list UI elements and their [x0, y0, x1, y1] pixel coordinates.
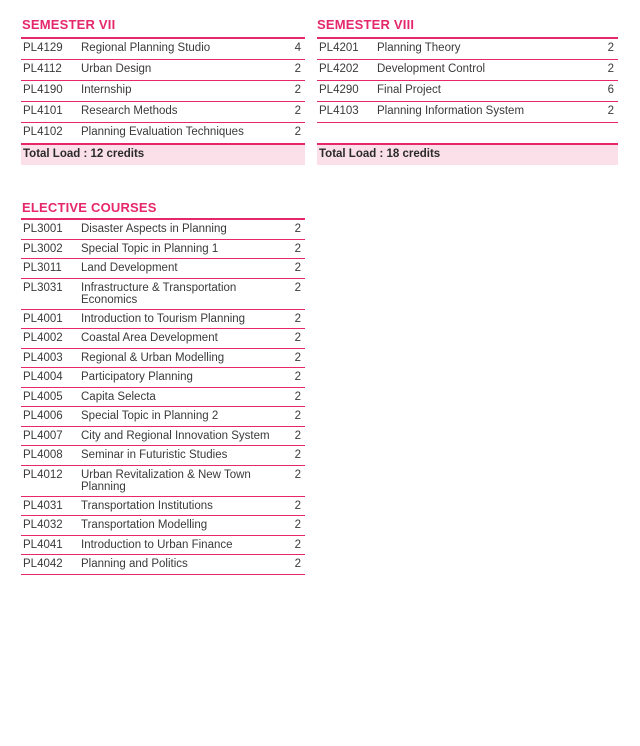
- table-row: [317, 38, 618, 60]
- table-row: [21, 38, 305, 60]
- course-code: PL4290: [317, 81, 375, 102]
- course-credits: 2: [293, 426, 305, 446]
- course-code: PL4041: [21, 535, 79, 555]
- course-code: PL4008: [21, 446, 79, 466]
- course-credits: 2: [293, 387, 305, 407]
- course-code: PL4201: [317, 38, 375, 60]
- table-row: [21, 259, 305, 279]
- course-credits: 2: [293, 535, 305, 555]
- course-code: PL3031: [21, 278, 79, 309]
- course-name: Development Control: [375, 60, 599, 81]
- total-load: Total Load : 18 credits: [317, 144, 618, 165]
- course-name: Planning and Politics: [79, 555, 293, 575]
- course-name: Seminar in Futuristic Studies: [79, 446, 293, 466]
- course-code: PL4006: [21, 407, 79, 427]
- semester8-title: SEMESTER VIII: [317, 17, 415, 32]
- table-row: [21, 278, 305, 309]
- course-name: Planning Theory: [375, 38, 599, 60]
- course-credits: 2: [289, 81, 305, 102]
- course-credits: 4: [289, 38, 305, 60]
- course-name: Regional & Urban Modelling: [79, 348, 293, 368]
- course-credits: 2: [293, 259, 305, 279]
- table-row: [21, 465, 305, 496]
- course-name: Participatory Planning: [79, 368, 293, 388]
- course-code: PL4202: [317, 60, 375, 81]
- table-row: [317, 81, 618, 102]
- course-credits: 2: [293, 348, 305, 368]
- course-credits: 2: [289, 123, 305, 145]
- course-credits: 2: [293, 446, 305, 466]
- course-name: Urban Design: [79, 60, 289, 81]
- course-code: PL4112: [21, 60, 79, 81]
- course-code: PL4101: [21, 102, 79, 123]
- course-name: City and Regional Innovation System: [79, 426, 293, 446]
- course-code: PL3001: [21, 219, 79, 239]
- spacer-cell: [317, 123, 618, 145]
- course-credits: 2: [293, 407, 305, 427]
- course-code: PL3011: [21, 259, 79, 279]
- table-row: [21, 81, 305, 102]
- table-row: [317, 102, 618, 123]
- course-credits: 2: [293, 496, 305, 516]
- course-name: Planning Information System: [375, 102, 599, 123]
- table-row: [21, 123, 305, 145]
- course-credits: 2: [293, 278, 305, 309]
- table-row: [21, 368, 305, 388]
- table-row: [21, 60, 305, 81]
- course-credits: 2: [293, 309, 305, 329]
- course-credits: 2: [293, 219, 305, 239]
- course-code: PL4001: [21, 309, 79, 329]
- table-row: [21, 329, 305, 349]
- course-credits: 2: [293, 516, 305, 536]
- course-credits: 2: [293, 368, 305, 388]
- semester7-table: [21, 37, 305, 165]
- electives-table: [21, 218, 305, 575]
- course-name: Land Development: [79, 259, 293, 279]
- course-name: Regional Planning Studio: [79, 38, 289, 60]
- course-code: PL4002: [21, 329, 79, 349]
- course-name: Transportation Modelling: [79, 516, 293, 536]
- course-name: Special Topic in Planning 1: [79, 239, 293, 259]
- course-name: Disaster Aspects in Planning: [79, 219, 293, 239]
- course-credits: 2: [599, 38, 618, 60]
- course-credits: 2: [293, 329, 305, 349]
- course-code: PL4129: [21, 38, 79, 60]
- table-row: [21, 309, 305, 329]
- course-name: Introduction to Tourism Planning: [79, 309, 293, 329]
- course-code: PL4003: [21, 348, 79, 368]
- course-name: Urban Revitalization & New Town Planning: [79, 465, 293, 496]
- table-row: [21, 407, 305, 427]
- table-row: [21, 239, 305, 259]
- course-name: Internship: [79, 81, 289, 102]
- course-name: Transportation Institutions: [79, 496, 293, 516]
- course-credits: 2: [293, 555, 305, 575]
- course-name: Research Methods: [79, 102, 289, 123]
- course-credits: 6: [599, 81, 618, 102]
- course-credits: 2: [599, 60, 618, 81]
- course-credits: 2: [289, 102, 305, 123]
- course-name: Capita Selecta: [79, 387, 293, 407]
- course-name: Special Topic in Planning 2: [79, 407, 293, 427]
- course-name: Final Project: [375, 81, 599, 102]
- course-code: PL4012: [21, 465, 79, 496]
- table-row: [21, 426, 305, 446]
- table-row: [21, 348, 305, 368]
- course-code: PL4007: [21, 426, 79, 446]
- course-credits: 2: [289, 60, 305, 81]
- table-row: [21, 102, 305, 123]
- table-row: [21, 555, 305, 575]
- course-code: PL4190: [21, 81, 79, 102]
- semester8-table: [317, 37, 618, 165]
- table-row: [21, 535, 305, 555]
- table-row: [21, 446, 305, 466]
- total-load-row: [21, 144, 305, 165]
- course-code: PL4032: [21, 516, 79, 536]
- table-row: [21, 516, 305, 536]
- course-name: Coastal Area Development: [79, 329, 293, 349]
- course-credits: 2: [293, 239, 305, 259]
- course-credits: 2: [293, 465, 305, 496]
- total-load-row: [317, 144, 618, 165]
- course-name: Infrastructure & Transportation Economics: [79, 278, 293, 309]
- course-name: Introduction to Urban Finance: [79, 535, 293, 555]
- course-code: PL4005: [21, 387, 79, 407]
- table-row: [317, 60, 618, 81]
- spacer-row: [317, 123, 618, 145]
- course-code: PL4103: [317, 102, 375, 123]
- course-code: PL3002: [21, 239, 79, 259]
- course-code: PL4042: [21, 555, 79, 575]
- course-code: PL4102: [21, 123, 79, 145]
- semester7-title: SEMESTER VII: [22, 17, 116, 32]
- table-row: [21, 387, 305, 407]
- table-row: [21, 219, 305, 239]
- total-load: Total Load : 12 credits: [21, 144, 305, 165]
- course-name: Planning Evaluation Techniques: [79, 123, 289, 145]
- electives-title: ELECTIVE COURSES: [22, 200, 157, 215]
- course-code: PL4004: [21, 368, 79, 388]
- course-credits: 2: [599, 102, 618, 123]
- table-row: [21, 496, 305, 516]
- course-code: PL4031: [21, 496, 79, 516]
